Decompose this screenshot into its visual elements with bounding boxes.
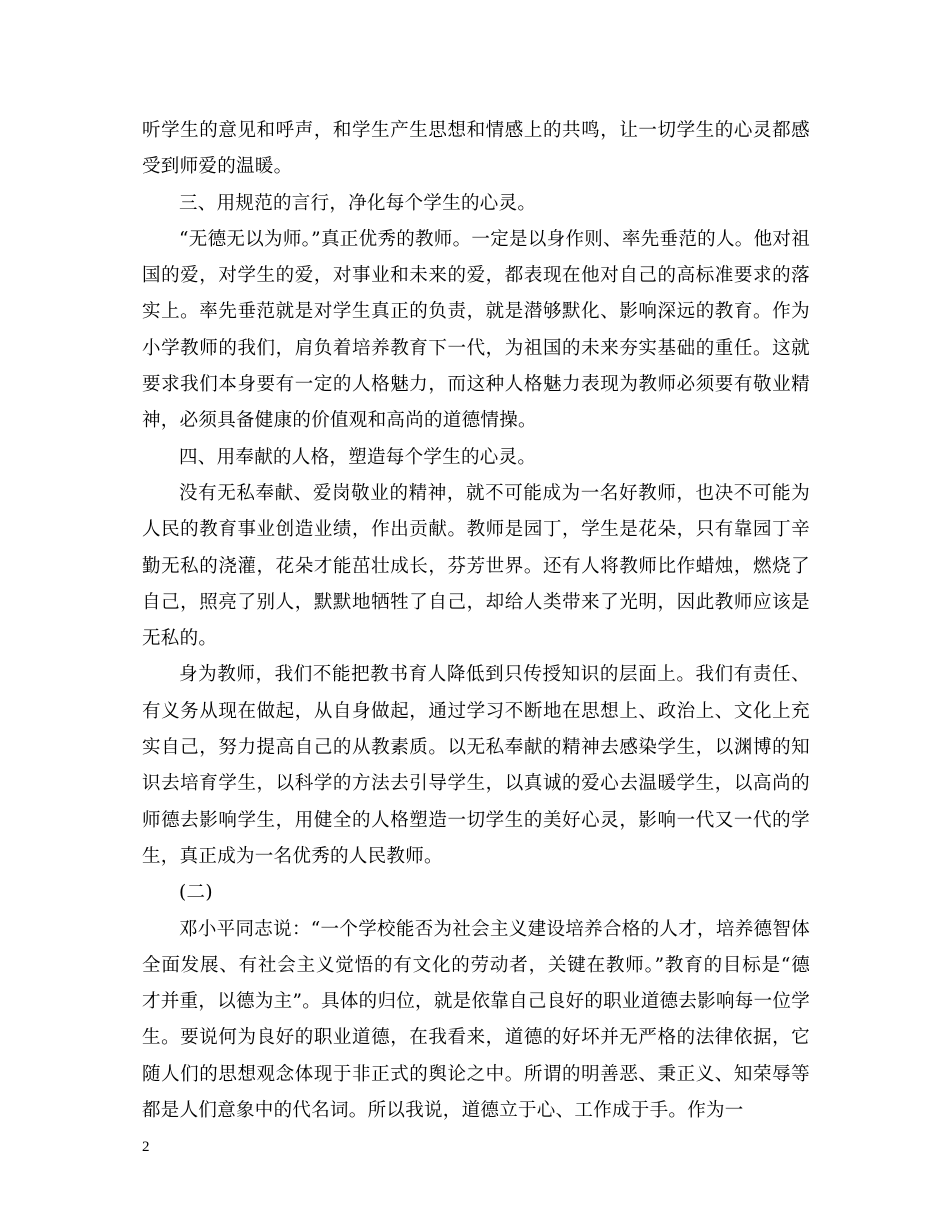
part-heading: (二)	[179, 882, 213, 904]
section-heading-four: 四、用奉献的人格，塑造每个学生的心灵。	[179, 446, 537, 468]
page-number: 2	[142, 1139, 150, 1155]
paragraph: “无德无以为师。”真正优秀的教师。一定是以身作则、率先垂范的人。他对祖国的爱，对学生的爱，对事业和未来的爱，都表现在他对自己的高标准要求的落实上。率先垂范就是对学生真正的负责，就是潜够默化、影响深远的教育。作为小学教师的我们，肩负着培养教育下一代，为祖国的未来夯实基础的重任。这就要求我们本身要有一定的人格魅力，而这种人格魅力表现为教师必须要有敬业精神，必须具备健康的价值观和高尚的道德情操。	[142, 228, 810, 432]
section-heading-three: 三、用规范的言行，净化每个学生的心灵。	[179, 192, 537, 214]
paragraph: 邓小平同志说：“一个学校能否为社会主义建设培养合格的人才，培养德智体全面发展、有社会主义觉悟的有文化的劳动者，关键在教师。”教育的目标是“德才并重，以德为主”。具体的归位，就是依靠自己良好的职业道德去影响每一位学生。要说何为良好的职业道德，在我看来，道德的好坏并无严格的法律依据，它随人们的思想观念体现于非正式的舆论之中。所谓的明善恶、秉正义、知荣辱等都是人们意象中的代名词。所以我说，道德立于心、工作成于手。作为一	[142, 918, 810, 1122]
document-body	[142, 113, 810, 1129]
paragraph: 没有无私奉献、爱岗敬业的精神，就不可能成为一名好教师，也决不可能为人民的教育事业创造业绩，作出贡献。教师是园丁，学生是花朵，只有靠园丁辛勤无私的浇灌，花朵才能茁壮成长，芬芳世界。还有人将教师比作蜡烛，燃烧了自己，照亮了别人，默默地牺牲了自己，却给人类带来了光明，因此教师应该是无私的。	[142, 482, 810, 650]
paragraph: 身为教师，我们不能把教书育人降低到只传授知识的层面上。我们有责任、有义务从现在做起，从自身做起，通过学习不断地在思想上、政治上、文化上充实自己，努力提高自己的从教素质。以无私奉献的精神去感染学生，以渊博的知识去培育学生，以科学的方法去引导学生，以真诚的爱心去温暖学生，以高尚的师德去影响学生，用健全的人格塑造一切学生的美好心灵，影响一代又一代的学生，真正成为一名优秀的人民教师。	[142, 664, 810, 867]
paragraph-continuation: 听学生的意见和呼声，和学生产生思想和情感上的共鸣，让一切学生的心灵都感受到师爱的温暖。	[142, 120, 810, 178]
